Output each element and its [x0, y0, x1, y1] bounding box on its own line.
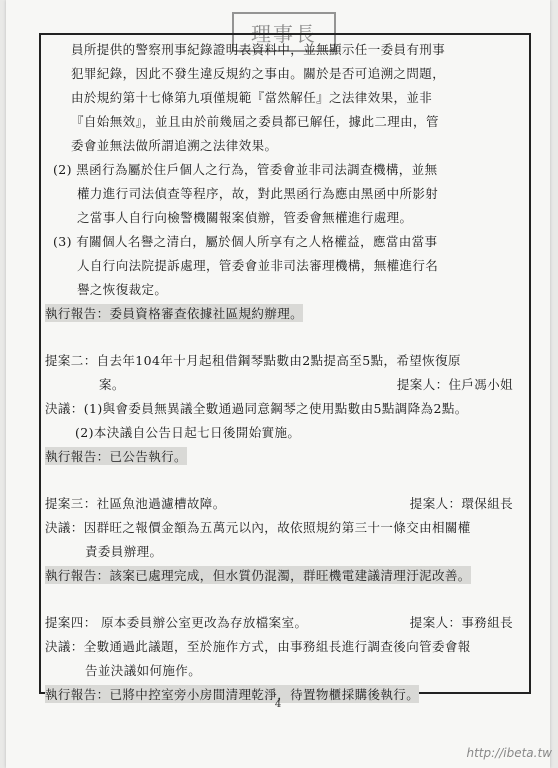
minutes-text-line: 告並決議如何施作。: [85, 663, 202, 678]
minutes-text-line: 譽之恢復裁定。: [77, 282, 168, 297]
site-watermark: http://ibeta.tw: [466, 746, 552, 760]
minutes-text-line: 決議：全數通過此議題，至於施作方式，由事務組長進行調查後向管委會報: [45, 639, 471, 654]
page-number: 4: [274, 699, 282, 710]
execution-report-line: 執行報告：委員資格審查依據社區規約辦理。: [45, 306, 304, 321]
minutes-text-line: 提案四： 原本委員辦公室更改為存放檔案室。: [45, 615, 308, 630]
document-page: [6, 0, 550, 768]
text-frame: [39, 33, 531, 702]
minutes-text-line: (3) 有關個人名譽之清白，屬於個人所享有之人格權益，應當由當事: [53, 234, 438, 249]
execution-report-line: 執行報告：該案已處理完成，但水質仍混濁，群旺機電建議清理汙泥改善。: [45, 568, 471, 583]
proposer-label: 提案人：住戶馮小姐: [396, 377, 513, 392]
minutes-text-line: 權力進行司法偵查等程序，故，對此黑函行為應由黑函中所影射: [77, 186, 439, 201]
minutes-text-line: 決議：因群旺之報價金額為五萬元以內，故依照規約第三十一條交由相關權: [45, 520, 471, 535]
minutes-text-line: 提案三：社區魚池過濾槽故障。: [45, 496, 226, 511]
proposer-label: 提案人：環保組長: [409, 496, 513, 511]
minutes-text-line: 案。: [99, 377, 125, 392]
minutes-text-line: 由於規約第十七條第九項僅規範『當然解任』之法律效果，並非: [71, 90, 433, 105]
minutes-text-line: (2)本決議自公告日起七日後開始實施。: [75, 425, 301, 440]
minutes-text-line: 『自始無效』，並且由於前幾屆之委員都已解任，據此二理由，管: [71, 114, 439, 129]
minutes-text-line: 之當事人自行向檢警機關報案偵辦，管委會無權進行處理。: [77, 210, 413, 225]
minutes-text-line: 委會並無法做所謂追溯之法律效果。: [71, 138, 278, 153]
execution-report-line: 執行報告：已將中控室旁小房間清理乾淨，待置物櫃採購後執行。: [45, 687, 420, 702]
minutes-text-line: 決議：(1)與會委員無異議全數通過同意鋼琴之使用點數由5點調降為2點。: [45, 401, 468, 416]
minutes-text-line: 人自行向法院提訴處理，管委會並非司法審理機構，無權進行名: [77, 258, 439, 273]
official-seal: 理事長: [232, 12, 336, 52]
minutes-text-line: 犯罪紀錄，因此不發生違反規約之事由。關於是否可追溯之問題，: [71, 66, 446, 81]
minutes-text-line: (2) 黑函行為屬於住戶個人之行為，管委會並非司法調查機構，並無: [53, 162, 438, 177]
minutes-text-line: 員所提供的警察刑事紀錄證明表資料中，並無顯示任一委員有刑事: [71, 42, 446, 57]
proposer-label: 提案人：事務組長: [409, 615, 513, 630]
minutes-text-line: 提案二：自去年104年十月起租借鋼琴點數由2點提高至5點，希望恢復原: [45, 353, 461, 368]
minutes-text-line: 責委員辦理。: [85, 544, 163, 559]
execution-report-line: 執行報告：已公告執行。: [45, 449, 187, 464]
